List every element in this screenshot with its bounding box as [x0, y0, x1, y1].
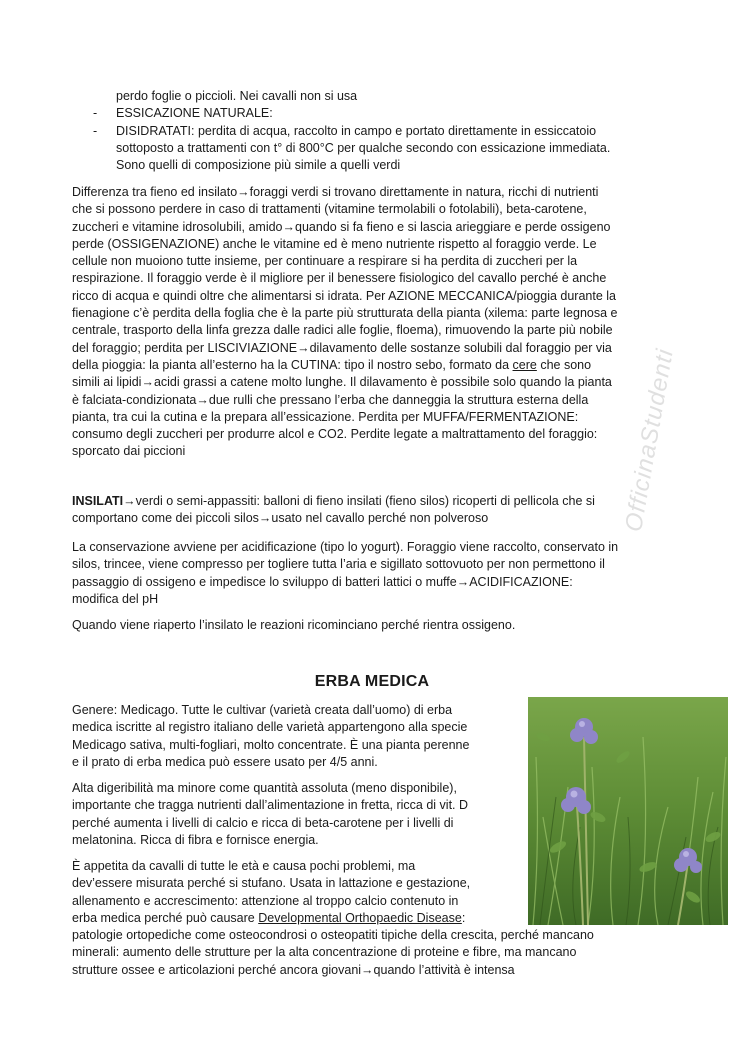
text-line: centrale, trasporto della linfa grezza dalle radici alle foglie, floema), rimuovendo la parte più nobile: [72, 323, 613, 338]
text-segment: →verdi o semi-appassiti: balloni di fieno insilati (fieno silos) ricoperti di pellicola che si: [123, 494, 595, 508]
text-line: ricco di acqua e quindi oltre che alimentarsi si idrata. Per AZIONE MECCANICA/pioggia durante la: [72, 288, 617, 303]
text-line: cellule non muoiono tutte insieme, per continuare a respirare si ha perdita di zuccheri per la: [72, 254, 578, 269]
text-line: pianta, tra cui la cutina e la prepara all’essicazione. Perdita per MUFFA/FERMENTAZIONE:: [72, 409, 579, 424]
text-line: La conservazione avviene per acidificazione (tipo lo yogurt). Foraggio viene raccolto, conservato in: [72, 540, 619, 554]
text-line: simili ai lipidi→acidi grassi a catene molto lunghe. Il dilavamento è possibile solo quando la pianta: [72, 375, 612, 390]
paragraph-appetita-continued: [72, 927, 676, 979]
text-line: perde (OSSIGENAZIONE) anche le vitamine ed è meno nutriente rispetto al foraggio verde. Le: [72, 236, 597, 251]
text-line: e il prato di erba medica può essere usato per 4/5 anni.: [72, 754, 378, 769]
list-dash: -: [93, 124, 98, 138]
text-line: sporcato dai piccioni: [72, 444, 186, 459]
text-segment: :: [461, 910, 466, 925]
text-line: passaggio di ossigeno e impedisce lo sviluppo di batteri lattici o muffe→ACIDIFICAZIONE:: [72, 574, 573, 589]
paragraph-riapertura: Quando viene riaperto l’insilato le reazioni ricominciano perché rientra ossigeno.: [72, 618, 516, 632]
section-title: ERBA MEDICA: [314, 673, 430, 690]
text-line: perché aumenta i livelli di calcio e ricca di beta-carotene per i livelli di: [72, 815, 454, 830]
text-line: Differenza tra fieno ed insilato→foraggi verdi si trovano direttamente in natura, ricchi di nutrienti: [72, 185, 599, 199]
list-item-disidratati-line2: sottoposto a trattamenti con t° di 800°C per qualche secondo con essicazione immediata.: [116, 141, 611, 155]
text-line: fienagione c’è perdita della foglia che è la parte più strutturata della pianta (xilema: parte legnosa e: [72, 306, 618, 321]
text-line: consumo degli zuccheri per produrre alcol e CO2. Perdite legate a maltrattamento del foraggio:: [72, 427, 598, 442]
text-line: dev’essere misurata perché si stufano. Usata in lattazione e gestazione,: [72, 876, 471, 891]
text-line: importante che tragga nutrienti dall’alimentazione in fretta, ricca di vit. D: [72, 798, 469, 813]
text-line: respirazione. Il foraggio verde è il migliore per il benessere fisiologico del cavallo perché è anche: [72, 271, 607, 286]
paragraph-appetita: [72, 858, 518, 927]
text-line: medica iscritte al registro italiano delle varietà appartengono alla specie: [72, 720, 468, 735]
alfalfa-illustration: [528, 697, 728, 925]
watermark: OfficinaStudenti: [620, 346, 679, 534]
text-line: comportano come dei piccoli silos→usato nel cavallo perché non polveroso: [72, 511, 489, 526]
text-line: che si possono perdere in caso di trattamenti (vitamine termolabili o fotolabili), beta-carotene,: [72, 202, 587, 217]
text-line: strutture ossee e articolazioni perché ancora giovani→quando l’attività è intensa: [72, 962, 515, 977]
text-line: [72, 357, 676, 374]
text-line: è falciata-condizionata→due rulli che pressano l’erba che danneggia la struttura esterna della: [72, 392, 589, 407]
text-segment: della pioggia: la pianta all’esterno ha la CUTINA: tipo il nostro sebo, formato da: [72, 357, 513, 372]
underlined-word-cere: cere: [512, 357, 537, 372]
text-line: zuccheri e vitamine idrosolubili, amido→quando si fa fieno e si lascia arieggiare e perde ossigeno: [72, 219, 611, 234]
text-line: patologie ortopediche come osteocondrosi o osteopatiti tipiche della crescita, perché mancano: [72, 928, 594, 942]
paragraph-digeribilita: [72, 780, 518, 849]
list-item-disidratati-line3: Sono quelli di composizione più simile a quelli verdi: [116, 158, 401, 172]
text-line: del foraggio; perdita per LISCIVIAZIONE→dilavamento delle sostanze solubili dal foraggio per via: [72, 340, 612, 355]
text-line: melatonina. Ricca di fibra e fornisce energia.: [72, 832, 319, 847]
alfalfa-photo: [528, 697, 728, 925]
list-item-disidratati: DISIDRATATI: perdita di acqua, raccolto in campo e portato direttamente in essiccatoio: [116, 124, 597, 138]
text-line: Medicago sativa, multi-fogliari, molto concentrate. È una pianta perenne: [72, 737, 470, 752]
term-insilati: INSILATI: [72, 494, 124, 508]
text-line: [72, 493, 676, 510]
text-line: modifica del pH: [72, 591, 159, 606]
underlined-term-dod: Developmental Orthopaedic Disease: [258, 910, 462, 925]
text-line: Alta digeribilità ma minore come quantità assoluta (meno disponibile),: [72, 781, 457, 795]
text-segment: erba medica perché può causare: [72, 910, 259, 925]
list-dash: -: [93, 106, 98, 120]
list-item-essicazione: ESSICAZIONE NATURALE:: [116, 106, 273, 120]
text-line: [72, 910, 518, 927]
text-line: È appetita da cavalli di tutte le età e causa pochi problemi, ma: [72, 859, 416, 873]
paragraph-differenza: [72, 184, 676, 461]
paragraph-insilati: [72, 493, 676, 528]
text-line: allenamento e accrescimento: attenzione al troppo calcio contenuto in: [72, 893, 459, 908]
paragraph-conservazione: [72, 539, 676, 608]
paragraph-genere: [72, 702, 518, 771]
text-line: Genere: Medicago. Tutte le cultivar (varietà creata dall’uomo) di erba: [72, 703, 453, 717]
text-line: minerali: aumento delle strutture per la alta concentrazione di proteine e fibre, ma mancano: [72, 945, 577, 960]
text-segment: che sono: [536, 357, 592, 372]
text-line: silos, trincee, viene compresso per togliere tutta l’aria e sigillato sottovuoto per non permettono il: [72, 557, 605, 572]
list-continuation: perdo foglie o piccioli. Nei cavalli non si usa: [116, 89, 358, 103]
